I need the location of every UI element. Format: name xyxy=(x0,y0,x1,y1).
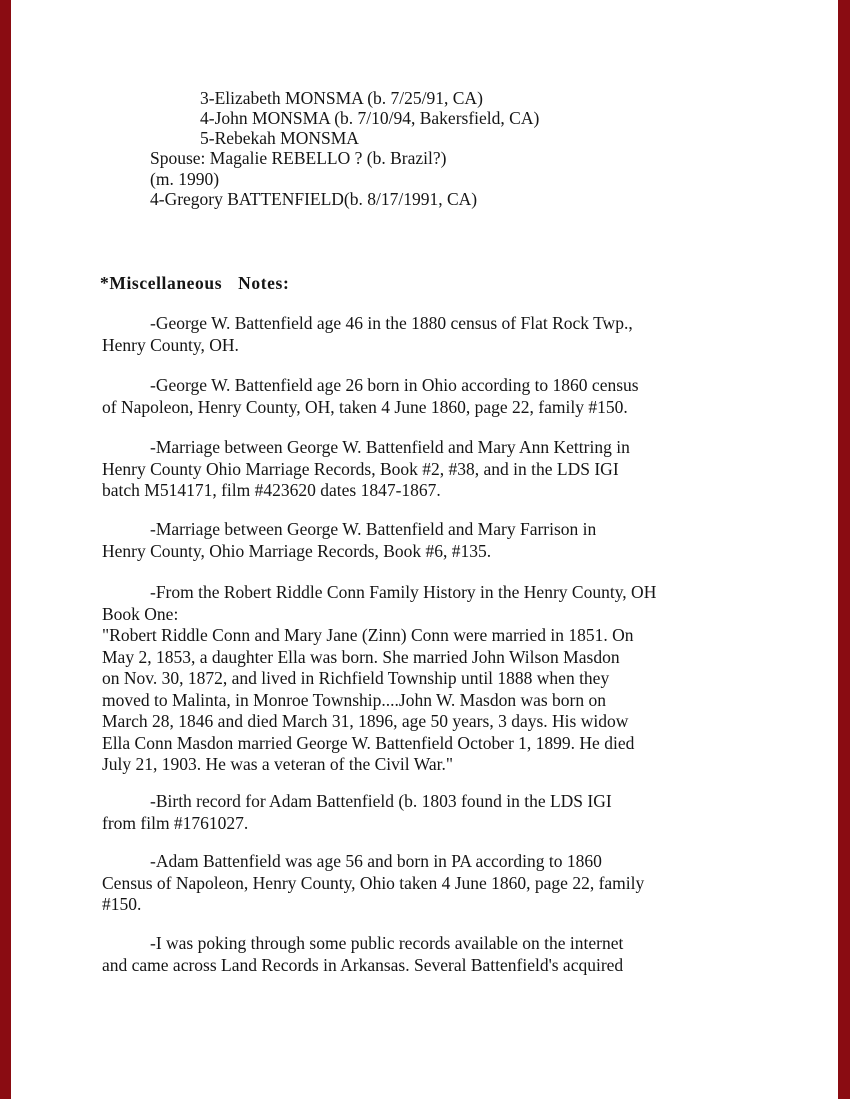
note-line: -George W. Battenfield age 46 in the 1880 census of Flat Rock Twp., xyxy=(150,313,633,333)
note-line: of Napoleon, Henry County, OH, taken 4 June 1860, page 22, family #150. xyxy=(102,396,628,417)
note-line: -From the Robert Riddle Conn Family History in the Henry County, OH xyxy=(150,582,657,602)
note-paragraph xyxy=(102,519,754,562)
note-paragraph xyxy=(102,313,754,356)
note-line: Henry County, Ohio Marriage Records, Book #6, #135. xyxy=(102,540,492,561)
family-line: Spouse: Magalie REBELLO ? (b. Brazil?) xyxy=(150,148,447,168)
family-line: 3-Elizabeth MONSMA (b. 7/25/91, CA) xyxy=(200,88,483,108)
note-line: Census of Napoleon, Henry County, Ohio taken 4 June 1860, page 22, family xyxy=(102,872,645,893)
notes-heading-part2: Notes: xyxy=(238,273,290,293)
note-line: July 21, 1903. He was a veteran of the Civil War." xyxy=(102,754,453,774)
note-paragraph xyxy=(102,791,754,834)
note-line: "Robert Riddle Conn and Mary Jane (Zinn) Conn were married in 1851. On xyxy=(102,625,634,645)
note-line: -Marriage between George W. Battenfield and Mary Ann Kettring in xyxy=(150,437,630,457)
note-line: from film #1761027. xyxy=(102,812,249,833)
note-paragraph xyxy=(102,851,754,916)
notes-heading-part1: *Miscellaneous xyxy=(100,273,223,293)
note-line: on Nov. 30, 1872, and lived in Richfield Township until 1888 when they xyxy=(102,668,610,688)
note-line: and came across Land Records in Arkansas. Several Battenfield's acquired xyxy=(102,954,624,975)
note-line: -Birth record for Adam Battenfield (b. 1803 found in the LDS IGI xyxy=(150,791,612,811)
notes-heading xyxy=(100,273,289,293)
family-line: (m. 1990) xyxy=(150,169,220,189)
family-line: 4-Gregory BATTENFIELD(b. 8/17/1991, CA) xyxy=(150,189,478,209)
note-line: March 28, 1846 and died March 31, 1896, age 50 years, 3 days. His widow xyxy=(102,711,629,731)
note-paragraph xyxy=(102,582,754,776)
note-line: -Adam Battenfield was age 56 and born in PA according to 1860 xyxy=(150,851,602,871)
note-line: batch M514171, film #423620 dates 1847-1867. xyxy=(102,480,441,500)
family-line: 4-John MONSMA (b. 7/10/94, Bakersfield, CA) xyxy=(200,108,540,128)
note-line: Book One: xyxy=(102,603,179,624)
note-line: Ella Conn Masdon married George W. Battenfield October 1, 1899. He died xyxy=(102,732,635,753)
note-paragraph xyxy=(102,437,754,502)
note-line: Henry County, OH. xyxy=(102,334,239,355)
note-line: moved to Malinta, in Monroe Township....John W. Masdon was born on xyxy=(102,689,606,710)
note-line: -I was poking through some public records available on the internet xyxy=(150,933,624,953)
note-line: #150. xyxy=(102,894,142,914)
note-line: May 2, 1853, a daughter Ella was born. She married John Wilson Masdon xyxy=(102,646,620,667)
note-line: Henry County Ohio Marriage Records, Book #2, #38, and in the LDS IGI xyxy=(102,458,619,479)
note-line: -George W. Battenfield age 26 born in Ohio according to 1860 census xyxy=(150,375,639,395)
family-line: 5-Rebekah MONSMA xyxy=(200,128,359,148)
note-paragraph xyxy=(102,933,754,976)
note-paragraph xyxy=(102,375,754,418)
note-line: -Marriage between George W. Battenfield and Mary Farrison in xyxy=(150,519,597,539)
